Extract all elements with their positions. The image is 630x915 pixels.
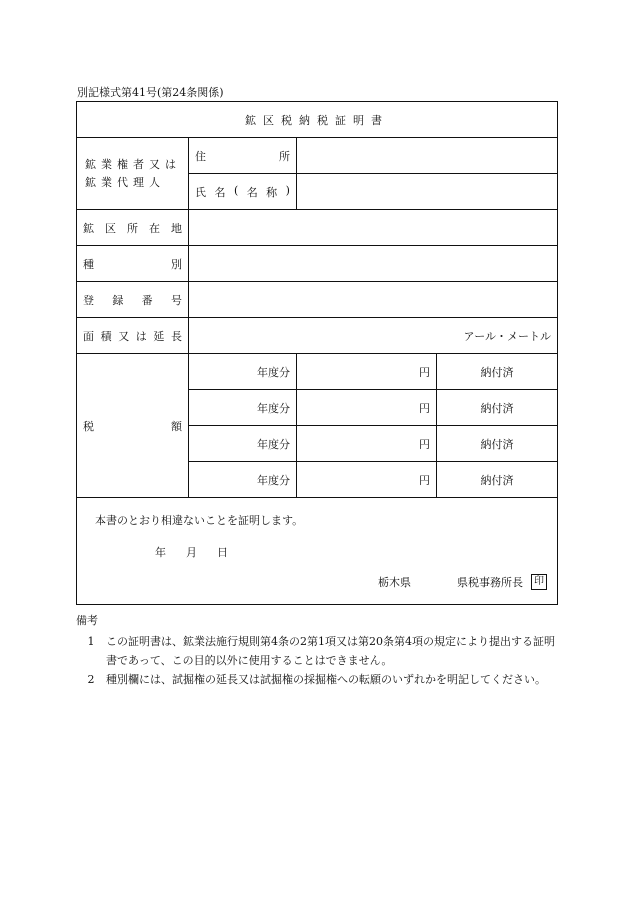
certification-block <box>77 498 558 605</box>
date-year: 年 <box>155 546 166 559</box>
remarks-section <box>76 612 558 689</box>
tax-status: 納付済 <box>437 462 558 498</box>
location-field[interactable] <box>189 210 558 246</box>
form-number: 別記様式第41号(第24条関係) <box>77 86 224 99</box>
holder-label-line1: 鉱業権者又は <box>85 157 181 171</box>
registration-field[interactable] <box>189 282 558 318</box>
date-month: 月 <box>186 546 197 559</box>
signature-line <box>378 574 547 590</box>
remark-number: 2 <box>87 673 95 686</box>
tax-amount[interactable]: 円 <box>297 462 437 498</box>
area-unit: アール・メートル <box>463 329 551 343</box>
registration-label: 登 録 番 号 <box>77 282 189 318</box>
tax-year[interactable]: 年度分 <box>189 390 297 426</box>
remark-item <box>76 632 558 670</box>
date-day: 日 <box>217 546 228 559</box>
prefecture: 栃木県 <box>378 576 411 589</box>
remarks-heading: 備考 <box>76 614 98 627</box>
tax-year[interactable]: 年度分 <box>189 462 297 498</box>
tax-amount[interactable]: 円 <box>297 354 437 390</box>
officer-title: 県税事務所長 <box>457 576 523 589</box>
type-field[interactable] <box>189 246 558 282</box>
remark-item <box>76 670 558 689</box>
certificate-table <box>76 101 558 605</box>
address-label: 住 所 <box>189 138 297 174</box>
location-label: 鉱 区 所 在 地 <box>77 210 189 246</box>
remark-number: 1 <box>87 635 95 648</box>
name-field[interactable] <box>297 174 558 210</box>
tax-status: 納付済 <box>437 390 558 426</box>
area-label: 面 積 又 は 延 長 <box>77 318 189 354</box>
holder-label-line2: 鉱業代理人 <box>85 175 165 189</box>
tax-label: 税 額 <box>77 354 189 498</box>
address-field[interactable] <box>297 138 558 174</box>
certification-date[interactable] <box>155 544 228 560</box>
tax-status: 納付済 <box>437 426 558 462</box>
holder-label <box>77 138 189 210</box>
area-field[interactable] <box>189 318 558 354</box>
tax-amount[interactable]: 円 <box>297 390 437 426</box>
seal-mark: 印 <box>531 574 547 590</box>
tax-status: 納付済 <box>437 354 558 390</box>
tax-year[interactable]: 年度分 <box>189 426 297 462</box>
remark-text: 種別欄には、試掘権の延長又は試掘権の採掘権への転願のいずれかを明記してください。 <box>106 673 546 686</box>
document-title: 鉱区税納税証明書 <box>77 102 558 138</box>
type-label: 種 別 <box>77 246 189 282</box>
certification-statement: 本書のとおり相違ないことを証明します。 <box>95 514 304 527</box>
remark-text: この証明書は、鉱業法施行規則第4条の2第1項又は第20条第4項の規定により提出する証明書であって、この目的以外に使用することはできません。 <box>106 635 555 667</box>
tax-year[interactable]: 年度分 <box>189 354 297 390</box>
tax-amount[interactable]: 円 <box>297 426 437 462</box>
name-label: 氏 名 ( 名 称 ) <box>189 174 297 210</box>
